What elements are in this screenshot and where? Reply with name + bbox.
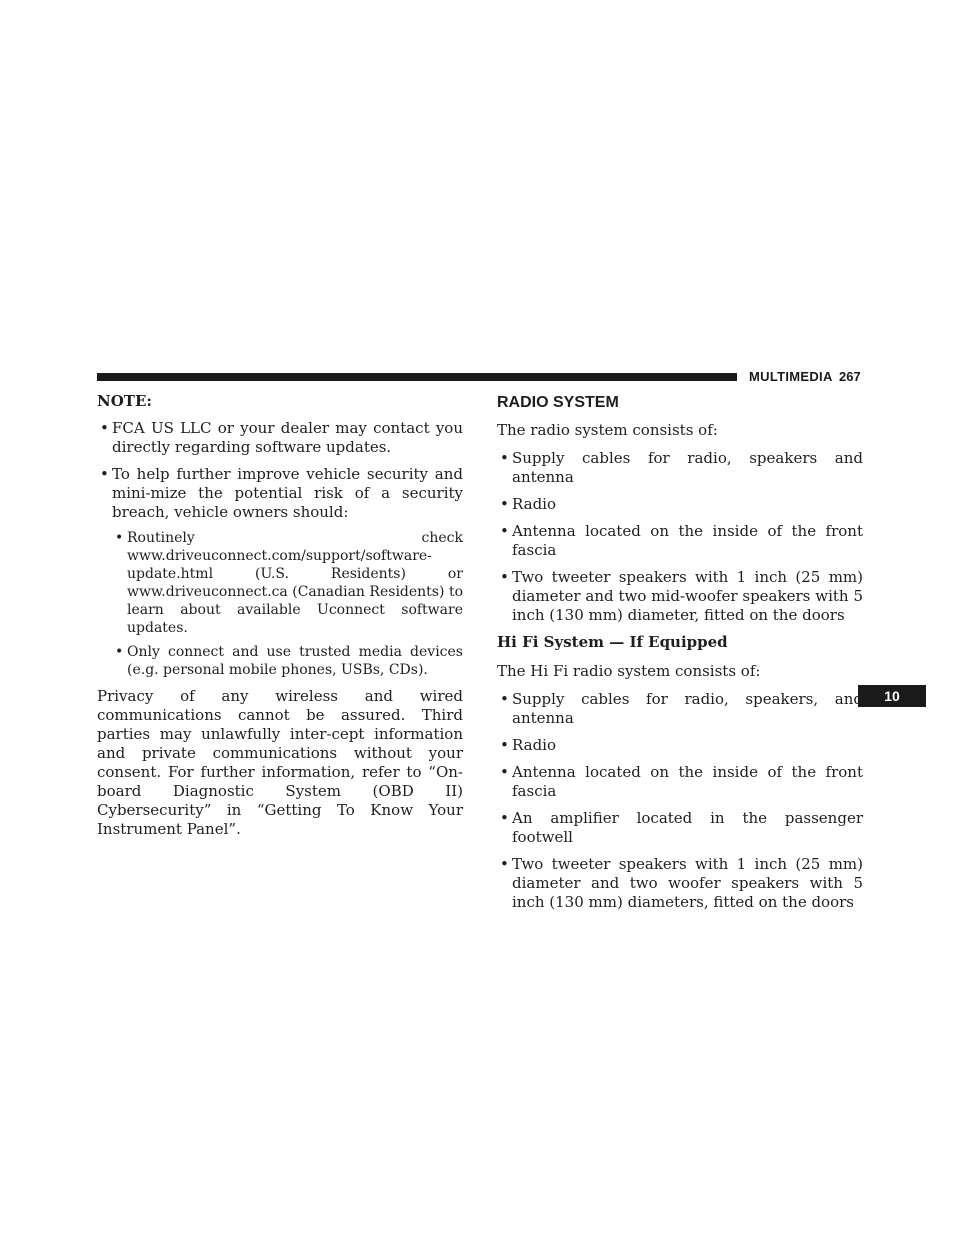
hifi-intro: The Hi Fi radio system consists of:	[497, 662, 761, 680]
note-heading: NOTE:	[97, 392, 152, 410]
bullet-icon: •	[100, 465, 109, 483]
list-item	[497, 855, 863, 912]
bullet-icon: •	[500, 855, 509, 873]
sub-list-item	[112, 529, 463, 637]
hifi-components-list	[497, 690, 863, 912]
list-item	[497, 690, 863, 728]
radio-intro: The radio system consists of:	[497, 421, 718, 439]
header-rule	[97, 373, 737, 381]
chapter-tab: 10	[858, 685, 926, 707]
running-header-section: MULTIMEDIA	[749, 369, 833, 384]
bullet-icon: •	[500, 690, 509, 708]
bullet-icon: •	[115, 644, 124, 660]
bullet-icon: •	[100, 419, 109, 437]
section-title: RADIO SYSTEM	[497, 394, 619, 411]
list-item-text: To help further improve vehicle security and mini-mize the potential risk of a security breach, vehicle owners should:	[112, 465, 463, 521]
list-item	[97, 419, 463, 457]
radio-components-list	[497, 449, 863, 625]
list-item-text: Supply cables for radio, speakers and antenna	[512, 449, 863, 486]
sub-list-item-text: Only connect and use trusted media devices (e.g. personal mobile phones, USBs, CDs).	[127, 644, 463, 678]
page-number: 267	[839, 369, 861, 384]
bullet-icon: •	[500, 736, 509, 754]
list-item	[497, 495, 863, 514]
hifi-heading: Hi Fi System — If Equipped	[497, 633, 728, 651]
sub-bullet-list	[112, 529, 463, 679]
sub-list-item-text: Routinely check www.driveuconnect.com/support/software-update.html (U.S. Residents) or www.driveuconnect.ca (Canadian Residents) to learn about available Uconnect software updates.	[127, 530, 463, 636]
list-item-text: Antenna located on the inside of the front fascia	[512, 522, 863, 559]
left-column	[97, 388, 463, 848]
note-bullet-list	[97, 419, 463, 679]
list-item-text: Radio	[512, 736, 557, 754]
list-item	[497, 809, 863, 847]
list-item-text: Antenna located on the inside of the front fascia	[512, 763, 863, 800]
bullet-icon: •	[500, 522, 509, 540]
list-item	[497, 449, 863, 487]
bullet-icon: •	[500, 495, 509, 513]
right-column	[497, 388, 863, 920]
list-item-text: Supply cables for radio, speakers, and antenna	[512, 690, 863, 727]
list-item	[97, 465, 463, 679]
list-item	[497, 522, 863, 560]
list-item	[497, 568, 863, 625]
list-item-text: Radio	[512, 495, 557, 513]
list-item	[497, 736, 863, 755]
bullet-icon: •	[500, 763, 509, 781]
bullet-icon: •	[500, 809, 509, 827]
list-item-text: An amplifier located in the passenger footwell	[512, 809, 863, 846]
bullet-icon: •	[500, 568, 509, 586]
sub-list-item	[112, 643, 463, 679]
list-item-text: FCA US LLC or your dealer may contact you directly regarding software updates.	[112, 419, 463, 456]
list-item-text: Two tweeter speakers with 1 inch (25 mm) diameter and two mid-woofer speakers with 5 inch (130 mm) diameter, fitted on the doors	[512, 568, 863, 624]
privacy-paragraph: Privacy of any wireless and wired communications cannot be assured. Third parties may unlawfully inter-cept information and private communications without your consent. For further information, refer to “On-board Diagnostic System (OBD II) Cybersecurity” in “Getting To Know Your Instrument Panel”.	[97, 687, 463, 838]
bullet-icon: •	[500, 449, 509, 467]
list-item	[497, 763, 863, 801]
list-item-text: Two tweeter speakers with 1 inch (25 mm) diameter and two woofer speakers with 5 inch (130 mm) diameters, fitted on the doors	[512, 855, 863, 911]
bullet-icon: •	[115, 530, 124, 546]
